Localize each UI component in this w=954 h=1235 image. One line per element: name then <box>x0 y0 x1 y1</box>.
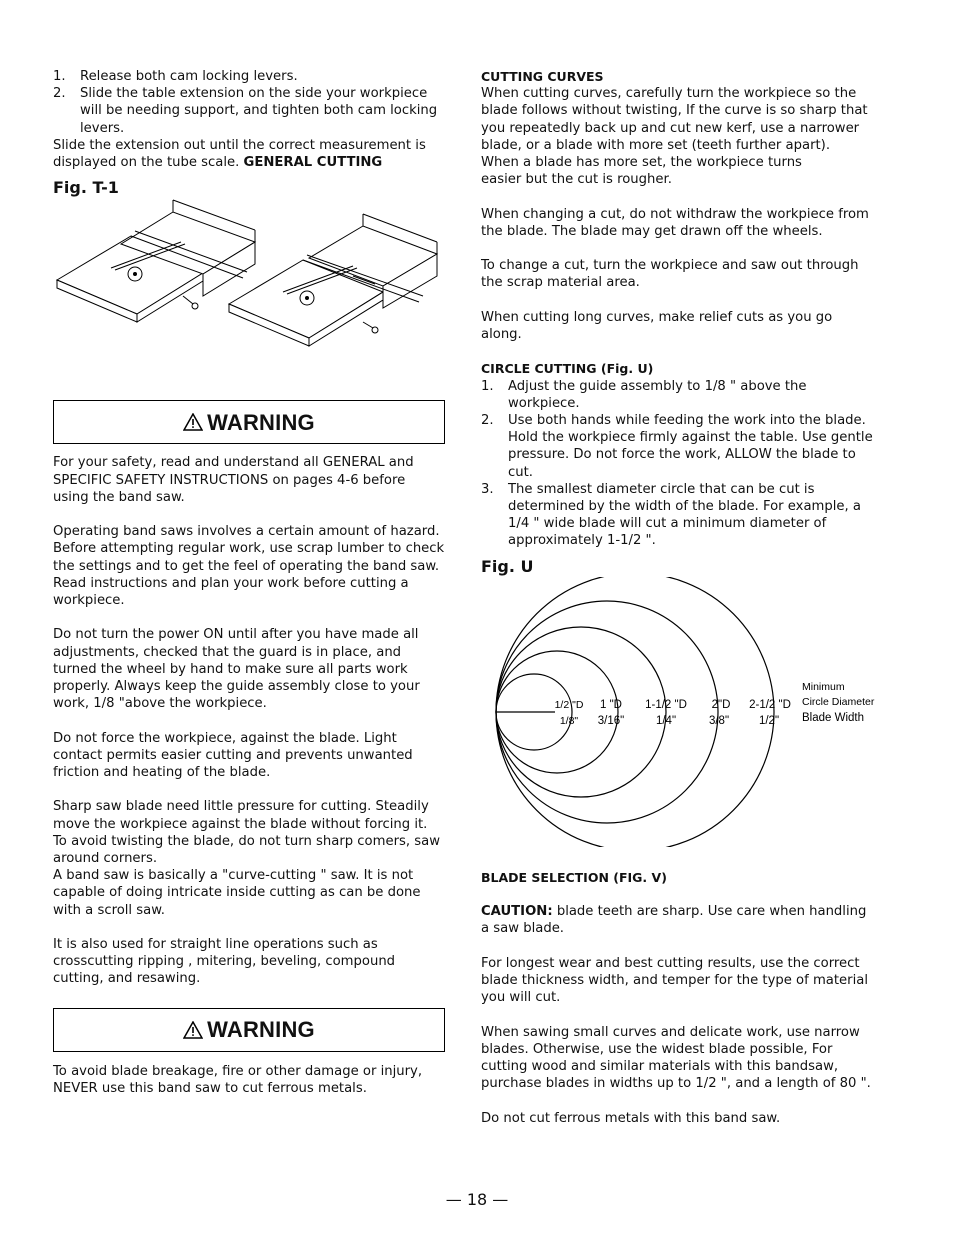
diameter-label: 1/2 "D <box>554 698 584 711</box>
paragraph: Do not force the workpiece, against the blade. Light contact permits easier cutting and prevents unwanted friction and heating of the blade. <box>53 730 413 781</box>
paragraph: When a blade has more set, the workpiece turns easier but the cut is rougher. <box>481 155 802 188</box>
list-item: 1. Adjust the guide assembly to 1/8 " above the workpiece. <box>481 378 807 411</box>
caution-paragraph: CAUTION: blade teeth are sharp. Use care when handling a saw blade. <box>481 904 867 937</box>
paragraph: Operating band saws involves a certain amount of hazard. Before attempting regular work, use scrap lumber to check the settings and to get the feel of operating the band saw. Read instructions and plan your work before cutting a workpiece. <box>53 524 445 609</box>
cutting-curves-heading: CUTTING CURVES <box>481 69 604 84</box>
curve-paragraph: A band saw is basically a "curve-cutting " saw. It is not capable of doing intricate inside cutting as can be done with a scroll saw. <box>53 868 421 918</box>
extension-steps <box>53 68 445 137</box>
fig-t1-label: Fig. T-1 <box>53 178 119 198</box>
paragraph: Do not cut ferrous metals with this band saw. <box>481 1110 781 1126</box>
width-label: 1/4" <box>655 714 677 727</box>
blade-selection-heading: BLADE SELECTION (FIG. V) <box>481 869 667 885</box>
width-label: 3/16" <box>597 714 625 727</box>
list-item: 1. Release both cam locking levers. <box>53 69 298 84</box>
list-item: 3. The smallest diameter circle that can be cut is determined by the width of the blade. For example, a 1/4 " wide blade will cut a minimum diameter of approximately 1-1/2 ". <box>481 481 861 549</box>
table-extended-illustration <box>229 214 437 346</box>
width-label: 3/8" <box>708 714 730 727</box>
circle-cutting-steps <box>481 378 876 550</box>
warning-title: WARNING <box>207 409 315 435</box>
paragraph: When cutting curves, carefully turn the workpiece so the blade follows without twisting, If the curve is so sharp that you repeatedly back up and cut new kerf, use a narrower blade, or a blade with more set (teeth further apart). <box>481 86 868 153</box>
list-item: 2. Slide the table extension on the side your workpiece will be needing support, and tighten both cam locking levers. <box>53 86 438 136</box>
width-label: 1/2" <box>758 714 780 727</box>
diameter-label: 1-1/2 "D <box>645 698 687 711</box>
paragraph: To change a cut, turn the workpiece and saw out through the scrap material area. <box>481 258 859 291</box>
table-closed-illustration <box>57 200 255 322</box>
list-item: 2. Use both hands while feeding the work into the blade. Hold the workpiece firmly against the table. Use gentle pressure. Do not force the work, ALLOW the blade to cut. <box>481 413 873 480</box>
paragraph: For your safety, read and understand all GENERAL and SPECIFIC SAFETY INSTRUCTIONS on pages 4-6 before using the band saw. <box>53 455 414 505</box>
paragraph: When changing a cut, do not withdraw the workpiece from the blade. The blade may get drawn off the wheels. <box>481 206 869 239</box>
right-column <box>481 68 876 1127</box>
page-number: — 18 — <box>445 1190 509 1209</box>
circle-cutting-heading: CIRCLE CUTTING (Fig. U) <box>481 361 654 377</box>
legend-blade-width: Blade Width <box>802 711 865 724</box>
fig-u-label: Fig. U <box>481 556 534 576</box>
legend-minimum: Minimum <box>802 680 845 693</box>
slide-paragraph: Slide the extension out until the correct measurement is displayed on the tube scale. GENERAL CUTTING <box>53 137 426 171</box>
ferrous-warning-text: To avoid blade breakage, fire or other damage or injury, NEVER use this band saw to cut ferrous metals. <box>53 1063 423 1096</box>
general-cutting-heading: GENERAL CUTTING <box>243 155 383 171</box>
diameter-label: 2-1/2 "D <box>749 698 791 711</box>
paragraph: When sawing small curves and delicate work, use narrow blades. Otherwise, use the widest blade possible, For cutting wood and similar materials with this bandsaw, purchase blades in widths up to 1/2 ", and a length of 80 ". <box>481 1024 871 1092</box>
width-label: 1/8" <box>559 714 579 727</box>
fig-t1-illustration <box>53 198 445 383</box>
paragraph: When cutting long curves, make relief cuts as you go along. <box>481 309 833 342</box>
sharp-paragraph: Sharp saw blade need little pressure for cutting. Steadily move the workpiece against the blade without forcing it. To avoid twisting the blade, do not turn sharp comers, saw around corners. <box>53 799 440 867</box>
left-column <box>53 68 445 1097</box>
paragraph: For longest wear and best cutting results, use the correct blade thickness width, and temper for the type of material you will cut. <box>481 955 868 1006</box>
warning-box-1 <box>53 400 445 444</box>
warning-box-2 <box>53 1008 445 1052</box>
straight-paragraph: It is also used for straight line operations such as crosscutting ripping , mitering, beveling, compound cutting, and resawing. <box>53 937 396 987</box>
paragraph: Do not turn the power ON until after you have made all adjustments, checked that the guard is in place, and turned the wheel by hand to make sure all parts work properly. Always keep the guide assembly close to your work, 1/8 "above the workpiece. <box>53 627 420 712</box>
warning-title: WARNING <box>207 1017 315 1043</box>
diameter-label: 2"D <box>711 698 731 711</box>
warning-triangle-icon <box>183 413 203 431</box>
fig-u-circle-diagram <box>481 577 876 847</box>
warning-triangle-icon <box>183 1021 203 1039</box>
diameter-label: 1 "D <box>600 698 622 711</box>
caution-label: CAUTION: <box>481 904 553 920</box>
legend-circle-diameter: Circle Diameter <box>802 695 875 708</box>
